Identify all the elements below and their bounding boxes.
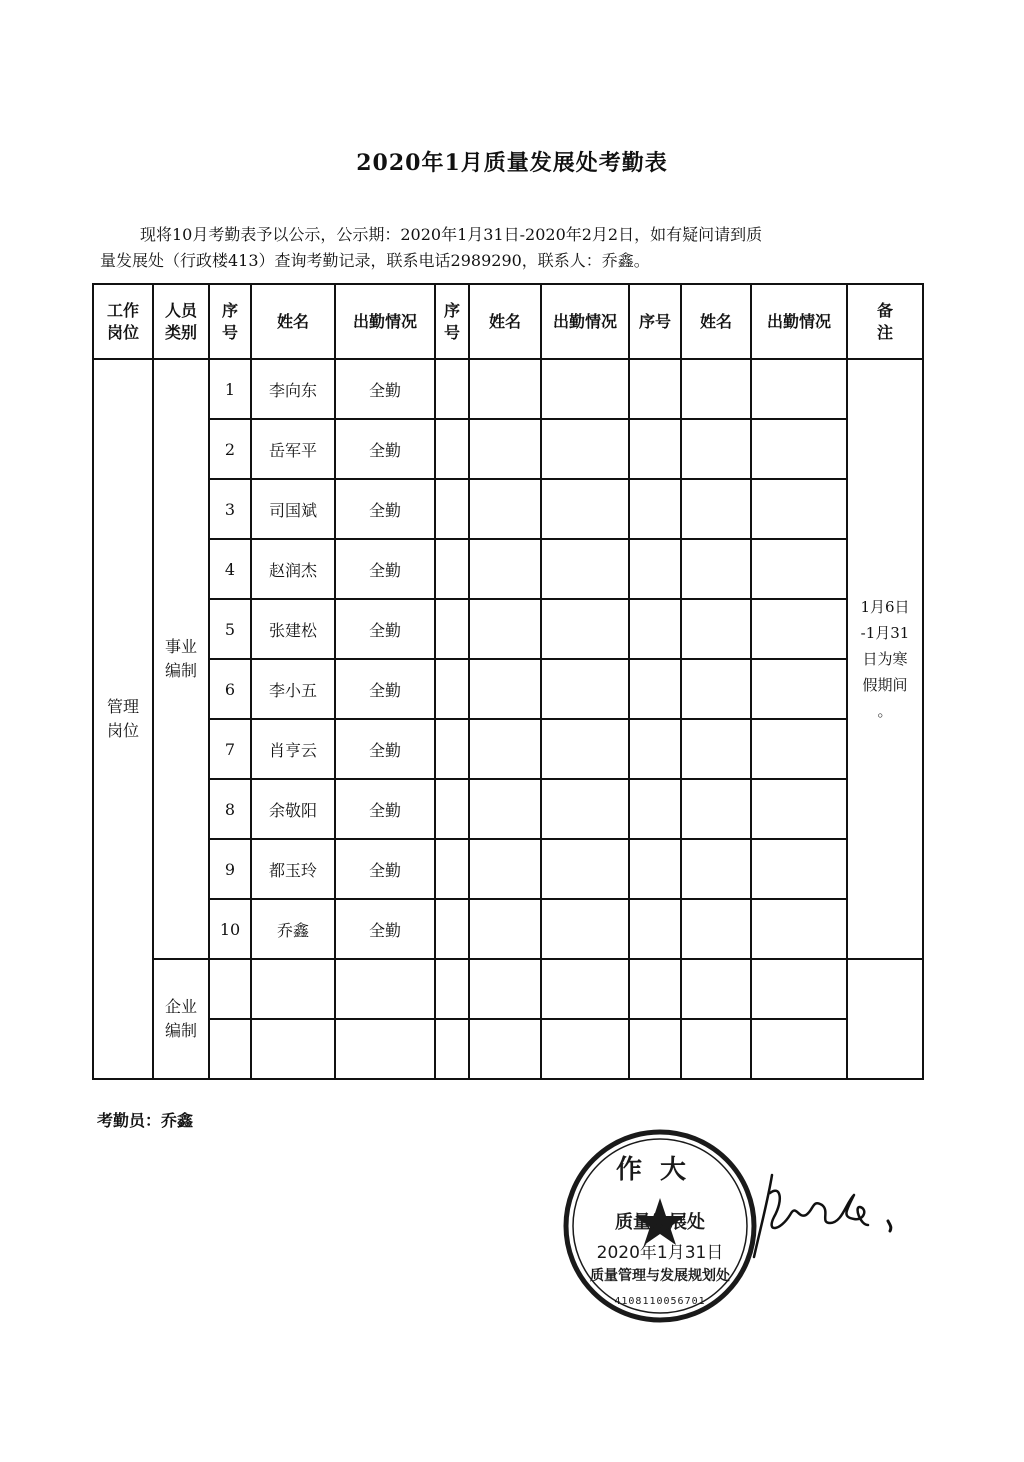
table-row — [93, 479, 923, 539]
name-cell: 李向东 — [251, 359, 335, 419]
seal-bottom-text: 质量管理与发展规划处 — [590, 1268, 730, 1284]
header-post: 工作 岗位 — [93, 284, 153, 359]
seq-cell: 8 — [209, 779, 251, 839]
attendance-table — [92, 283, 924, 1080]
seq-cell: 2 — [209, 419, 251, 479]
status-cell: 全勤 — [335, 839, 435, 899]
notice-line-2: 量发展处（行政楼413）查询考勤记录，联系电话2989290，联系人：乔鑫。 — [100, 251, 650, 270]
seq-cell: 1 — [209, 359, 251, 419]
signature-icon — [750, 1155, 910, 1265]
header-seq: 序 号 — [209, 284, 251, 359]
name-cell: 张建松 — [251, 599, 335, 659]
table-row — [93, 899, 923, 959]
header-category: 人员 类别 — [153, 284, 209, 359]
status-cell: 全勤 — [335, 479, 435, 539]
header-row — [93, 284, 923, 359]
header-status-3: 出勤情况 — [751, 284, 847, 359]
seq-cell: 5 — [209, 599, 251, 659]
name-cell: 赵润杰 — [251, 539, 335, 599]
name-cell: 岳军平 — [251, 419, 335, 479]
header-name-2: 姓名 — [469, 284, 541, 359]
status-cell: 全勤 — [335, 539, 435, 599]
remark-cell: 1月6日 -1月31 日为寒 假期间 。 — [847, 359, 923, 959]
name-cell: 司国斌 — [251, 479, 335, 539]
table-row — [93, 779, 923, 839]
table-row — [93, 539, 923, 599]
table-row — [93, 959, 923, 1019]
category-cell-2: 企业 编制 — [153, 959, 209, 1079]
table-row — [93, 599, 923, 659]
seal-code-text: 4108110056701 — [614, 1296, 706, 1307]
header-seq-3: 序号 — [629, 284, 681, 359]
page-title: 2020年1月质量发展处考勤表 — [356, 150, 668, 176]
official-seal-icon — [560, 1126, 760, 1326]
status-cell: 全勤 — [335, 659, 435, 719]
notice-line-1: 现将10月考勤表予以公示，公示期：2020年1月31日-2020年2月2日，如有疑问请到质 — [140, 225, 763, 244]
header-status-2: 出勤情况 — [541, 284, 629, 359]
category-cell-1: 事业 编制 — [153, 359, 209, 959]
header-status: 出勤情况 — [335, 284, 435, 359]
table-row — [93, 659, 923, 719]
table-row — [93, 1019, 923, 1079]
checker-label: 考勤员：乔鑫 — [97, 1111, 194, 1130]
table-row — [93, 839, 923, 899]
status-cell: 全勤 — [335, 899, 435, 959]
header-name: 姓名 — [251, 284, 335, 359]
table-row — [93, 359, 923, 419]
seq-cell: 4 — [209, 539, 251, 599]
status-cell: 全勤 — [335, 599, 435, 659]
name-cell: 余敬阳 — [251, 779, 335, 839]
seal-date-text: 2020年1月31日 — [596, 1243, 724, 1263]
seal-top-text: 作大 — [615, 1155, 705, 1185]
status-cell: 全勤 — [335, 779, 435, 839]
status-cell: 全勤 — [335, 359, 435, 419]
status-cell: 全勤 — [335, 719, 435, 779]
table-row — [93, 419, 923, 479]
name-cell: 都玉玲 — [251, 839, 335, 899]
name-cell: 乔鑫 — [251, 899, 335, 959]
status-cell: 全勤 — [335, 419, 435, 479]
seq-cell: 9 — [209, 839, 251, 899]
seq-cell: 7 — [209, 719, 251, 779]
name-cell: 肖亨云 — [251, 719, 335, 779]
seq-cell: 3 — [209, 479, 251, 539]
notice-paragraph — [100, 222, 920, 274]
name-cell: 李小五 — [251, 659, 335, 719]
header-name-3: 姓名 — [681, 284, 751, 359]
seal-middle-text: 质量发展处 — [615, 1212, 705, 1233]
seq-cell: 10 — [209, 899, 251, 959]
post-cell: 管理 岗位 — [93, 359, 153, 1079]
table-row — [93, 719, 923, 779]
header-remark: 备 注 — [847, 284, 923, 359]
header-seq-2: 序 号 — [435, 284, 469, 359]
seq-cell: 6 — [209, 659, 251, 719]
